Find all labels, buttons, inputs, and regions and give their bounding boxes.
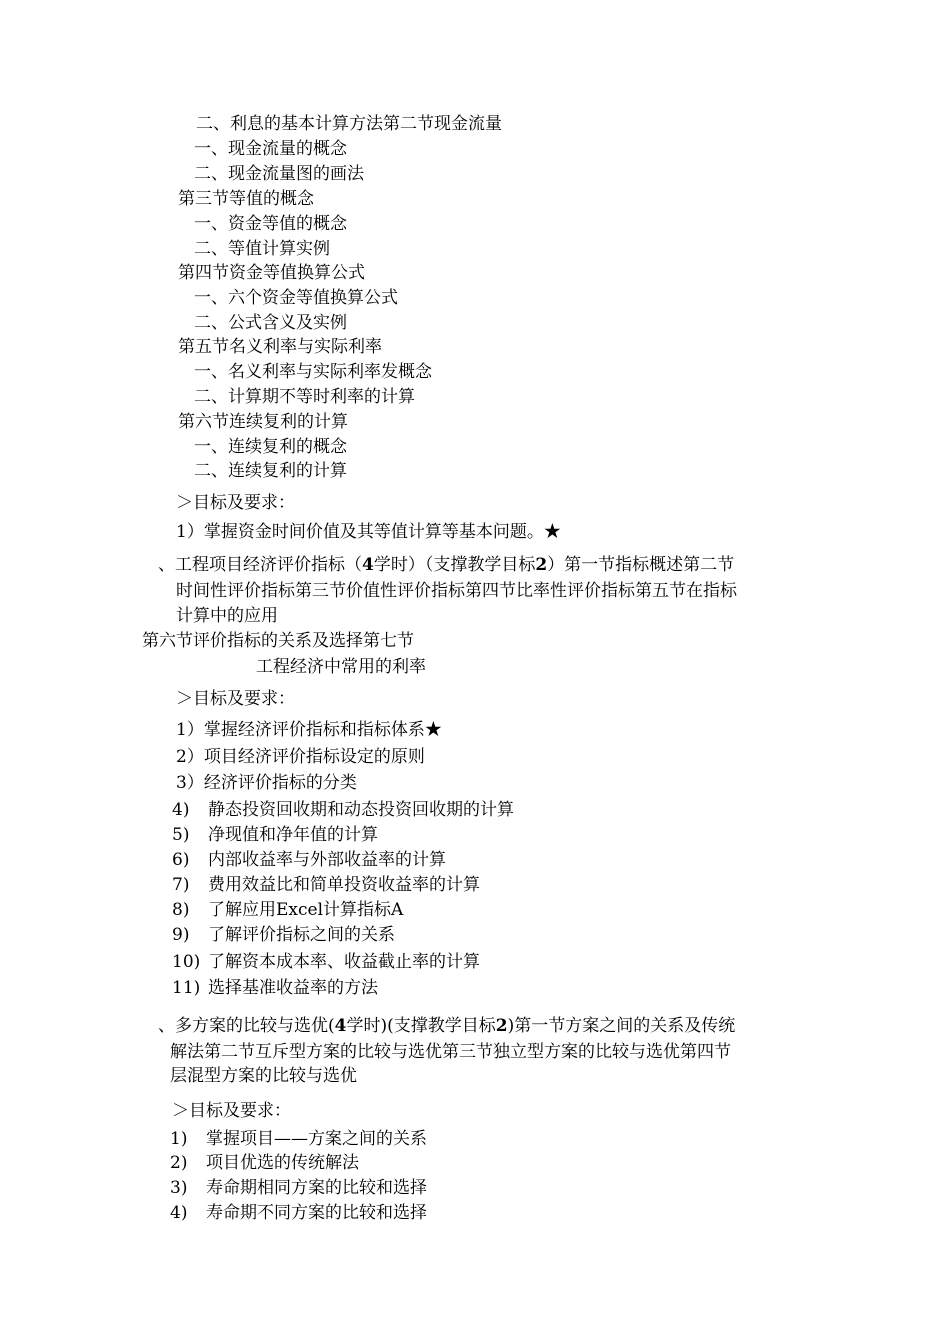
goal-item: 6) 内部收益率与外部收益率的计算	[172, 850, 446, 870]
chapter-title-line: 计算中的应用	[176, 606, 278, 626]
outline-line: 一、名义利率与实际利率发概念	[194, 362, 432, 382]
outline-line: 一、现金流量的概念	[194, 139, 347, 159]
outline-line: 二、等值计算实例	[194, 239, 330, 259]
chapter-title: 、工程项目经济评价指标（4学时）（支撑教学目标2）第一节指标概述第二节	[158, 555, 735, 575]
goals-heading: ＞目标及要求：	[176, 493, 295, 513]
goal-item: 3) 寿命期相同方案的比较和选择	[170, 1178, 427, 1198]
goal-item: 7) 费用效益比和简单投资收益率的计算	[172, 875, 480, 895]
goal-item: 5) 净现值和净年值的计算	[172, 825, 378, 845]
outline-line: 二、利息的基本计算方法第二节现金流量	[196, 114, 502, 134]
goal-item: 9) 了解评价指标之间的关系	[172, 925, 395, 945]
goal-item: 1）掌握资金时间价值及其等值计算等基本问题。★	[176, 522, 561, 542]
goal-item: 10) 了解资本成本率、收益截止率的计算	[172, 952, 480, 972]
section-heading: 第三节等值的概念	[178, 189, 314, 209]
goal-item: 11) 选择基准收益率的方法	[172, 978, 378, 998]
chapter-title-line: 解法第二节互斥型方案的比较与选优第三节独立型方案的比较与选优第四节	[170, 1042, 731, 1062]
goal-item: 1) 掌握项目——方案之间的关系	[170, 1129, 427, 1149]
goal-item: 1）掌握经济评价指标和指标体系★	[176, 720, 442, 740]
goal-item: 2）项目经济评价指标设定的原则	[176, 747, 425, 767]
outline-line: 一、资金等值的概念	[194, 214, 347, 234]
goal-item: 8) 了解应用Excel计算指标A	[172, 900, 404, 920]
outline-line: 一、连续复利的概念	[194, 437, 347, 457]
section-heading: 第六节连续复利的计算	[178, 412, 348, 432]
goal-item: 4) 静态投资回收期和动态投资回收期的计算	[172, 800, 514, 820]
chapter-title-line: 工程经济中常用的利率	[256, 657, 426, 677]
goal-item: 2) 项目优选的传统解法	[170, 1153, 359, 1173]
outline-line: 二、现金流量图的画法	[194, 164, 364, 184]
goal-item: 4) 寿命期不同方案的比较和选择	[170, 1203, 427, 1223]
goals-heading: ＞目标及要求：	[176, 689, 295, 709]
goal-item: 3）经济评价指标的分类	[176, 773, 357, 793]
outline-line: 二、连续复利的计算	[194, 461, 347, 481]
goals-heading: ＞目标及要求：	[172, 1101, 291, 1121]
section-heading: 第四节资金等值换算公式	[178, 263, 365, 283]
chapter-title-line: 层混型方案的比较与选优	[170, 1066, 357, 1086]
chapter-title: 、多方案的比较与选优(4学时)(支撑教学目标2)第一节方案之间的关系及传统	[158, 1016, 736, 1036]
outline-line: 二、公式含义及实例	[194, 313, 347, 333]
chapter-title-line: 第六节评价指标的关系及选择第七节	[142, 631, 414, 651]
outline-line: 二、计算期不等时利率的计算	[194, 387, 415, 407]
section-heading: 第五节名义利率与实际利率	[178, 337, 382, 357]
chapter-title-line: 时间性评价指标第三节价值性评价指标第四节比率性评价指标第五节在指标	[176, 581, 737, 601]
outline-line: 一、六个资金等值换算公式	[194, 288, 398, 308]
